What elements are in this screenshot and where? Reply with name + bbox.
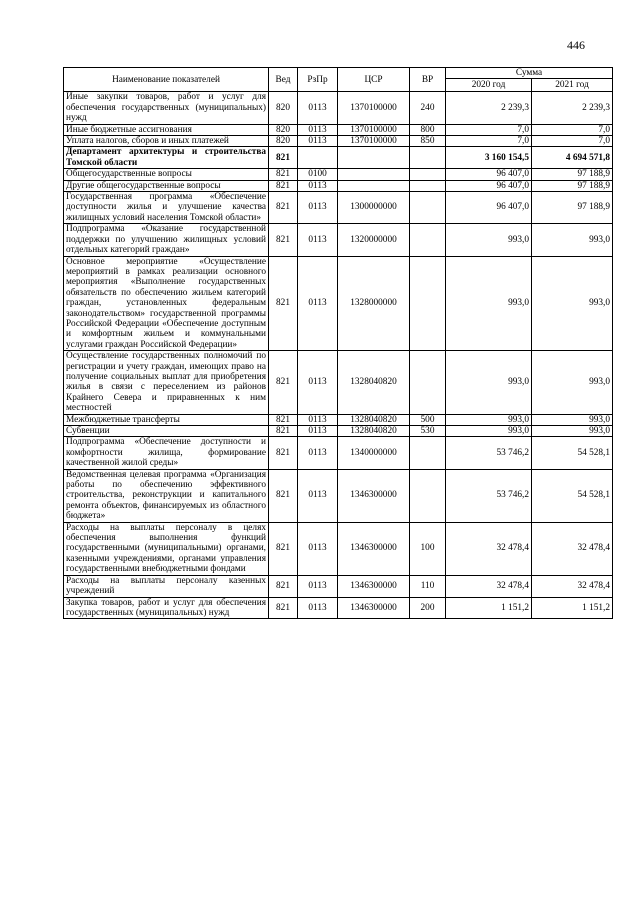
row-csr: 1328040820 — [338, 414, 410, 425]
row-sum-2020: 2 239,3 — [446, 92, 532, 124]
row-vr — [410, 147, 446, 169]
row-sum-2021: 32 478,4 — [532, 522, 613, 575]
row-sum-2021: 54 528,1 — [532, 469, 613, 522]
row-rzpr: 0113 — [298, 224, 338, 256]
table-row — [64, 147, 613, 169]
row-name: Другие общегосударственные вопросы — [64, 180, 269, 191]
header-vr: ВР — [410, 68, 446, 92]
row-sum-2020: 53 746,2 — [446, 469, 532, 522]
row-sum-2020: 53 746,2 — [446, 437, 532, 469]
budget-table — [63, 67, 613, 619]
row-rzpr: 0113 — [298, 92, 338, 124]
row-sum-2021: 32 478,4 — [532, 575, 613, 597]
row-vr — [410, 469, 446, 522]
table-row — [64, 597, 613, 619]
table-body — [64, 92, 613, 619]
row-vr: 800 — [410, 124, 446, 135]
row-ved: 821 — [269, 597, 298, 619]
row-sum-2021: 2 239,3 — [532, 92, 613, 124]
row-sum-2021: 7,0 — [532, 124, 613, 135]
row-ved: 821 — [269, 256, 298, 351]
row-sum-2020: 96 407,0 — [446, 192, 532, 224]
row-ved: 820 — [269, 92, 298, 124]
row-vr — [410, 351, 446, 414]
row-sum-2020: 993,0 — [446, 224, 532, 256]
row-vr — [410, 224, 446, 256]
header-sum: Сумма — [446, 68, 613, 79]
row-ved: 820 — [269, 124, 298, 135]
table-row — [64, 469, 613, 522]
row-sum-2021: 993,0 — [532, 351, 613, 414]
table-row — [64, 180, 613, 191]
row-vr — [410, 169, 446, 180]
table-row — [64, 414, 613, 425]
row-sum-2020: 96 407,0 — [446, 169, 532, 180]
row-rzpr: 0113 — [298, 597, 338, 619]
row-ved: 821 — [269, 192, 298, 224]
row-sum-2021: 1 151,2 — [532, 597, 613, 619]
row-csr: 1370100000 — [338, 136, 410, 147]
header-2020: 2020 год — [446, 79, 532, 92]
row-ved: 821 — [269, 575, 298, 597]
row-csr — [338, 180, 410, 191]
row-rzpr: 0113 — [298, 192, 338, 224]
row-sum-2020: 7,0 — [446, 124, 532, 135]
row-csr: 1346300000 — [338, 597, 410, 619]
row-sum-2020: 32 478,4 — [446, 575, 532, 597]
row-sum-2021: 7,0 — [532, 136, 613, 147]
row-rzpr: 0113 — [298, 414, 338, 425]
header-csr: ЦСР — [338, 68, 410, 92]
row-csr: 1346300000 — [338, 575, 410, 597]
table-row — [64, 192, 613, 224]
row-ved: 821 — [269, 437, 298, 469]
header-rzpr: РзПр — [298, 68, 338, 92]
row-ved: 821 — [269, 522, 298, 575]
row-sum-2020: 993,0 — [446, 351, 532, 414]
row-sum-2020: 993,0 — [446, 414, 532, 425]
row-csr: 1328000000 — [338, 256, 410, 351]
row-sum-2021: 97 188,9 — [532, 192, 613, 224]
row-name: Департамент архитектуры и строительства Томской области — [64, 147, 269, 169]
row-sum-2021: 97 188,9 — [532, 180, 613, 191]
row-vr: 530 — [410, 426, 446, 437]
row-name: Общегосударственные вопросы — [64, 169, 269, 180]
table-row — [64, 256, 613, 351]
row-name: Осуществление государственных полномочий по регистрации и учету граждан, имеющих право на получение социальных выплат для приобретения жилья в связи с переселением из районов Крайнего Севера и приравненных к ним местностей — [64, 351, 269, 414]
row-rzpr: 0100 — [298, 169, 338, 180]
row-rzpr: 0113 — [298, 469, 338, 522]
row-csr: 1346300000 — [338, 522, 410, 575]
row-rzpr: 0113 — [298, 124, 338, 135]
table-row — [64, 351, 613, 414]
row-sum-2021: 993,0 — [532, 256, 613, 351]
row-sum-2021: 993,0 — [532, 224, 613, 256]
row-vr: 200 — [410, 597, 446, 619]
row-vr: 500 — [410, 414, 446, 425]
row-ved: 820 — [269, 136, 298, 147]
row-name: Расходы на выплаты персоналу казенных учреждений — [64, 575, 269, 597]
row-sum-2021: 993,0 — [532, 426, 613, 437]
row-rzpr: 0113 — [298, 426, 338, 437]
row-rzpr: 0113 — [298, 522, 338, 575]
row-ved: 821 — [269, 180, 298, 191]
row-rzpr: 0113 — [298, 351, 338, 414]
row-csr: 1346300000 — [338, 469, 410, 522]
row-sum-2021: 4 694 571,8 — [532, 147, 613, 169]
row-name: Уплата налогов, сборов и иных платежей — [64, 136, 269, 147]
header-ved: Вед — [269, 68, 298, 92]
table-row — [64, 575, 613, 597]
row-sum-2020: 3 160 154,5 — [446, 147, 532, 169]
row-csr: 1370100000 — [338, 124, 410, 135]
row-ved: 821 — [269, 147, 298, 169]
row-sum-2021: 54 528,1 — [532, 437, 613, 469]
row-rzpr — [298, 147, 338, 169]
table-row — [64, 124, 613, 135]
header-name: Наименование показателей — [64, 68, 269, 92]
row-sum-2020: 7,0 — [446, 136, 532, 147]
row-vr — [410, 192, 446, 224]
row-name: Иные бюджетные ассигнования — [64, 124, 269, 135]
row-csr: 1300000000 — [338, 192, 410, 224]
row-vr — [410, 180, 446, 191]
row-sum-2020: 993,0 — [446, 256, 532, 351]
row-csr: 1328040820 — [338, 351, 410, 414]
row-name: Закупка товаров, работ и услуг для обеспечения государственных (муниципальных) нужд — [64, 597, 269, 619]
row-rzpr: 0113 — [298, 180, 338, 191]
row-name: Подпрограмма «Обеспечение доступности и комфортности жилища, формирование качественной жилой среды» — [64, 437, 269, 469]
table-row — [64, 426, 613, 437]
row-name: Ведомственная целевая программа «Организация работы по обеспечению эффективного строительства, реконструкции и капитального ремонта объектов, финансируемых из областного бюджета» — [64, 469, 269, 522]
row-name: Расходы на выплаты персоналу в целях обеспечения выполнения функций государственными (муниципальными) органами, казенными учреждениями, органами управления государственными внебюджетными фондами — [64, 522, 269, 575]
row-csr: 1320000000 — [338, 224, 410, 256]
row-rzpr: 0113 — [298, 256, 338, 351]
row-sum-2021: 97 188,9 — [532, 169, 613, 180]
row-ved: 821 — [269, 351, 298, 414]
table-row — [64, 224, 613, 256]
row-vr — [410, 437, 446, 469]
row-ved: 821 — [269, 414, 298, 425]
row-csr — [338, 169, 410, 180]
row-ved: 821 — [269, 169, 298, 180]
row-name: Подпрограмма «Оказание государственной поддержки по улучшению жилищных условий отдельных категорий граждан» — [64, 224, 269, 256]
page-number: 446 — [567, 38, 585, 52]
header-2021: 2021 год — [532, 79, 613, 92]
row-csr: 1328040820 — [338, 426, 410, 437]
row-rzpr: 0113 — [298, 136, 338, 147]
row-rzpr: 0113 — [298, 575, 338, 597]
row-name: Субвенции — [64, 426, 269, 437]
row-vr: 100 — [410, 522, 446, 575]
row-ved: 821 — [269, 469, 298, 522]
table-row — [64, 136, 613, 147]
table-row — [64, 169, 613, 180]
table-row — [64, 92, 613, 124]
row-csr: 1340000000 — [338, 437, 410, 469]
row-vr: 850 — [410, 136, 446, 147]
table-row — [64, 522, 613, 575]
row-ved: 821 — [269, 224, 298, 256]
row-name: Межбюджетные трансферты — [64, 414, 269, 425]
row-ved: 821 — [269, 426, 298, 437]
table-row — [64, 437, 613, 469]
row-name: Государственная программа «Обеспечение доступности жилья и улучшение качества жилищных условий населения Томской области» — [64, 192, 269, 224]
row-sum-2021: 993,0 — [532, 414, 613, 425]
row-vr: 110 — [410, 575, 446, 597]
row-name: Иные закупки товаров, работ и услуг для обеспечения государственных (муниципальных) нужд — [64, 92, 269, 124]
row-name: Основное мероприятие «Осуществление мероприятий в рамках реализации основного мероприятия «Выполнение государственных обязательств по обеспечению жильем категорий граждан, установленных федеральным законодательством» государственной программы Российской Федерации «Обеспечение доступным и комфортным жильем и коммунальными услугами граждан Российской Федерации» — [64, 256, 269, 351]
row-vr — [410, 256, 446, 351]
row-sum-2020: 96 407,0 — [446, 180, 532, 191]
row-csr — [338, 147, 410, 169]
row-csr: 1370100000 — [338, 92, 410, 124]
row-sum-2020: 993,0 — [446, 426, 532, 437]
row-rzpr: 0113 — [298, 437, 338, 469]
row-sum-2020: 1 151,2 — [446, 597, 532, 619]
row-vr: 240 — [410, 92, 446, 124]
row-sum-2020: 32 478,4 — [446, 522, 532, 575]
